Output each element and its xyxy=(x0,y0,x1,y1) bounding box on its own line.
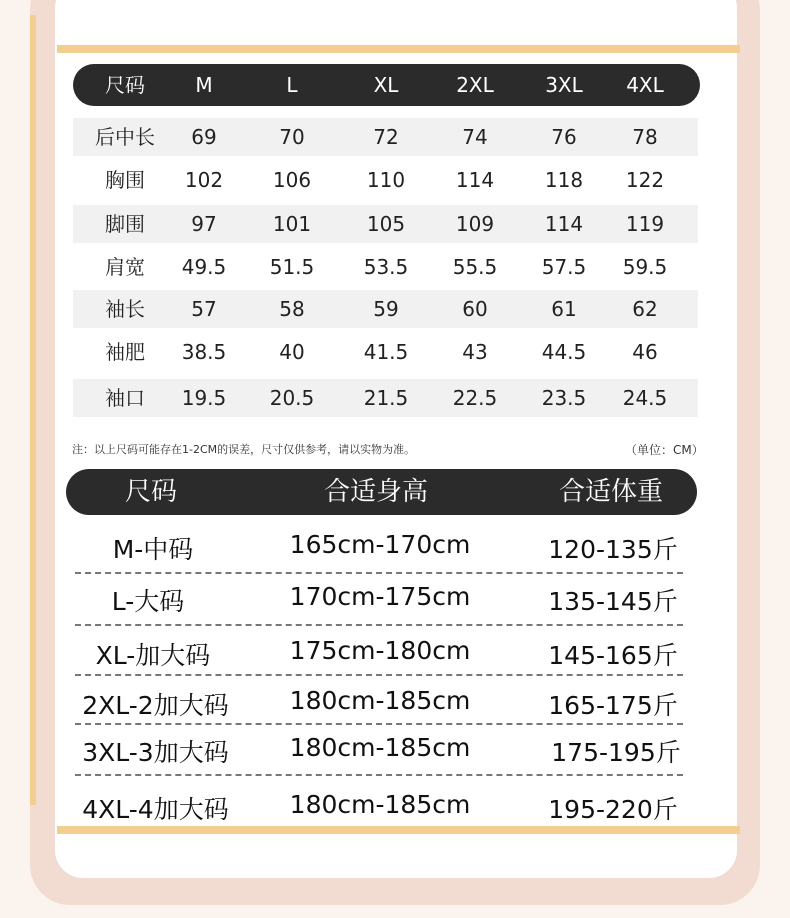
table-cell: 118 xyxy=(544,168,584,192)
table-row xyxy=(73,118,698,156)
size-name: L-大码 xyxy=(111,587,185,616)
weight-range: 175-195斤 xyxy=(551,738,681,767)
table-cell: 61 xyxy=(551,297,577,321)
table-cell: 74 xyxy=(462,125,488,149)
size-name: 4XL-4加大码 xyxy=(82,795,229,824)
row-label: 肩宽 xyxy=(105,255,145,279)
table-cell: 59.5 xyxy=(622,255,668,279)
table-cell: 105 xyxy=(366,212,406,236)
table-cell: 62 xyxy=(632,297,658,321)
size-name: 2XL-2加大码 xyxy=(82,691,229,720)
table-cell: 21.5 xyxy=(363,386,409,410)
height-range: 180cm-185cm xyxy=(289,686,471,715)
table-cell: 46 xyxy=(632,340,658,364)
table-cell: 58 xyxy=(279,297,305,321)
table-cell: 114 xyxy=(544,212,584,236)
table-cell: 22.5 xyxy=(452,386,498,410)
table-row xyxy=(73,333,698,371)
table-cell: 19.5 xyxy=(181,386,227,410)
table-cell: 57 xyxy=(191,297,217,321)
table-cell: 59 xyxy=(373,297,399,321)
row-label: 胸围 xyxy=(105,168,145,192)
row-label: 袖口 xyxy=(105,386,145,410)
unit-label: （单位：CM） xyxy=(625,443,704,457)
table-cell: 122 xyxy=(625,168,665,192)
row-divider xyxy=(75,572,683,574)
row-divider xyxy=(75,723,683,725)
table-cell: 97 xyxy=(191,212,217,236)
weight-range: 120-135斤 xyxy=(548,535,678,564)
table-row xyxy=(73,248,698,286)
header-cell: 合适体重 xyxy=(558,477,663,507)
table-cell: 60 xyxy=(462,297,488,321)
header-cell: 合适身高 xyxy=(323,477,428,507)
row-divider xyxy=(75,774,683,776)
row-label: 后中长 xyxy=(95,125,155,149)
size-name: XL-加大码 xyxy=(95,641,211,670)
table-cell: 24.5 xyxy=(622,386,668,410)
weight-range: 165-175斤 xyxy=(548,691,678,720)
table-cell: 70 xyxy=(279,125,305,149)
table-cell: 49.5 xyxy=(181,255,227,279)
table-cell: 20.5 xyxy=(269,386,315,410)
row-divider xyxy=(75,624,683,626)
table-cell: 114 xyxy=(455,168,495,192)
table-cell: 109 xyxy=(455,212,495,236)
table-cell: 57.5 xyxy=(541,255,587,279)
row-label: 袖长 xyxy=(105,297,145,321)
table-cell: 72 xyxy=(373,125,399,149)
table-cell: 38.5 xyxy=(181,340,227,364)
table-cell: 23.5 xyxy=(541,386,587,410)
size-name: M-中码 xyxy=(112,535,194,564)
row-divider xyxy=(75,674,683,676)
table-cell: 110 xyxy=(366,168,406,192)
header-cell: 2XL xyxy=(456,73,494,97)
table-row xyxy=(73,161,698,199)
table-row xyxy=(73,290,698,328)
table-cell: 101 xyxy=(272,212,312,236)
table-cell: 76 xyxy=(551,125,577,149)
weight-range: 195-220斤 xyxy=(548,795,678,824)
fit-table-header xyxy=(66,469,697,515)
header-cell: L xyxy=(286,73,298,97)
weight-range: 135-145斤 xyxy=(548,587,678,616)
table-cell: 78 xyxy=(632,125,658,149)
top-gold-divider xyxy=(57,45,740,53)
row-label: 脚围 xyxy=(105,212,145,236)
header-cell: 尺码 xyxy=(124,477,177,507)
height-range: 175cm-180cm xyxy=(289,636,471,665)
table-cell: 43 xyxy=(462,340,488,364)
height-range: 180cm-185cm xyxy=(289,733,471,762)
height-range: 180cm-185cm xyxy=(289,790,471,819)
table-row xyxy=(73,379,698,417)
size-table-header xyxy=(73,64,700,106)
height-range: 170cm-175cm xyxy=(289,582,471,611)
table-cell: 51.5 xyxy=(269,255,315,279)
size-note: 注：以上尺码可能存在1-2CM的误差，尺寸仅供参考，请以实物为准。 xyxy=(72,443,416,456)
height-range: 165cm-170cm xyxy=(289,530,471,559)
table-cell: 44.5 xyxy=(541,340,587,364)
header-cell: 尺码 xyxy=(105,73,145,97)
table-cell: 53.5 xyxy=(363,255,409,279)
header-cell: XL xyxy=(373,73,399,97)
header-cell: 4XL xyxy=(626,73,664,97)
table-cell: 106 xyxy=(272,168,312,192)
weight-range: 145-165斤 xyxy=(548,641,678,670)
header-cell: 3XL xyxy=(545,73,583,97)
table-cell: 69 xyxy=(191,125,217,149)
bottom-gold-divider xyxy=(57,826,740,834)
row-label: 袖肥 xyxy=(105,340,145,364)
header-cell: M xyxy=(195,73,213,97)
table-cell: 40 xyxy=(279,340,305,364)
table-cell: 55.5 xyxy=(452,255,498,279)
frame-accent xyxy=(30,15,36,805)
table-cell: 102 xyxy=(184,168,224,192)
table-cell: 119 xyxy=(625,212,665,236)
size-name: 3XL-3加大码 xyxy=(82,738,229,767)
table-cell: 41.5 xyxy=(363,340,409,364)
table-row xyxy=(73,205,698,243)
